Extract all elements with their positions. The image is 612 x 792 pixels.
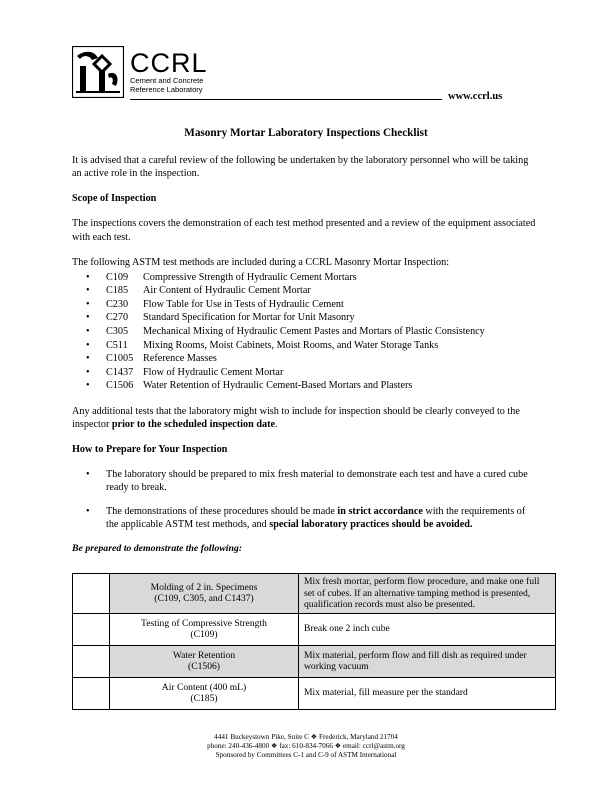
procedure-methods: (C109) [190, 629, 218, 641]
additional-tests-paragraph [72, 405, 540, 431]
footer-contact: phone: 240-436-4800 ❖ fax: 610-834-7066 ❖ email: ccrl@astm.org [207, 742, 405, 750]
description-cell: Mix fresh mortar, perform flow procedure, and make one full set of cubes. If an alternative tamping method is presented, qualification records must also be presented. [299, 574, 556, 614]
procedure-cell [110, 677, 299, 709]
method-name: Standard Specification for Mortar for Unit Masonry [143, 312, 355, 324]
checkbox-cell[interactable] [73, 645, 110, 677]
demo-heading: Be prepared to demonstrate the following: [72, 543, 243, 555]
list-item [86, 325, 540, 339]
method-name: Flow of Hydraulic Cement Mortar [143, 366, 284, 378]
method-code: C185 [106, 285, 129, 297]
bullet-icon: • [86, 285, 90, 297]
bullet-icon: • [86, 353, 90, 365]
method-name: Flow Table for Use in Tests of Hydraulic Cement [143, 298, 344, 310]
method-code: C109 [106, 271, 129, 283]
list-item [86, 352, 540, 366]
prepare-text: The demonstrations of these procedures should be made [106, 506, 338, 518]
table-row [73, 677, 556, 709]
scope-heading: Scope of Inspection [72, 193, 157, 205]
header-divider [130, 99, 442, 100]
checkbox-cell[interactable] [73, 574, 110, 614]
table-row [73, 645, 556, 677]
logo-subtitle-line-1: Cement and Concrete [130, 76, 204, 85]
list-item [86, 311, 540, 325]
method-code: C1506 [106, 380, 134, 392]
list-item [86, 468, 540, 494]
method-code: C511 [106, 339, 128, 351]
list-item [86, 284, 540, 298]
method-name: Mechanical Mixing of Hydraulic Cement Pastes and Mortars of Plastic Consistency [143, 325, 485, 337]
checkbox-cell[interactable] [73, 613, 110, 645]
method-code: C270 [106, 312, 129, 324]
bullet-icon: • [86, 380, 90, 392]
procedure-cell [110, 574, 299, 614]
footer-address: 4441 Buckeystown Pike, Suite C ❖ Frederick, Maryland 21704 [214, 733, 398, 741]
page-header [72, 46, 512, 104]
prepare-bullet-text: The laboratory should be prepared to mix fresh material to demonstrate each test and have a cured cube ready to break. [106, 469, 528, 494]
prepare-emphasis: special laboratory practices should be avoided. [269, 519, 473, 531]
logo-wordmark [130, 49, 208, 94]
procedure-name: Molding of 2 in. Specimens [150, 581, 258, 593]
methods-intro: The following ASTM test methods are included during a CCRL Masonry Mortar Inspection: [72, 256, 450, 268]
procedure-methods: (C1506) [188, 661, 220, 673]
bullet-icon: • [86, 339, 90, 351]
procedure-methods: (C185) [190, 693, 218, 705]
prepare-text: with the requirements of the applicable ASTM test methods, and [106, 506, 526, 531]
method-name: Mixing Rooms, Moist Cabinets, Moist Rooms, and Water Storage Tanks [143, 339, 439, 351]
demonstration-table [72, 573, 556, 710]
logo-subtitle-line-2: Reference Laboratory [130, 84, 203, 94]
ccrl-logo-icon [72, 46, 124, 98]
list-item [86, 505, 540, 531]
procedure-name: Air Content (400 mL) [161, 681, 247, 693]
document-title: Masonry Mortar Laboratory Inspections Checklist [184, 127, 428, 139]
list-item [86, 298, 540, 312]
method-name: Compressive Strength of Hydraulic Cement Mortars [143, 271, 357, 283]
intro-paragraph: It is advised that a careful review of the following be undertaken by the laboratory personnel who will be taking an active role in the inspection. [72, 155, 529, 180]
checkbox-cell[interactable] [73, 677, 110, 709]
method-name: Reference Masses [143, 353, 217, 365]
procedure-cell [110, 613, 299, 645]
website-url: www.ccrl.us [448, 91, 503, 102]
bullet-icon: • [86, 298, 90, 310]
list-item [86, 366, 540, 380]
table-row [73, 574, 556, 614]
method-code: C1005 [106, 353, 134, 365]
page-footer [0, 733, 612, 760]
prepare-bullet-text [106, 505, 540, 531]
additional-emphasis: prior to the scheduled inspection date [111, 419, 275, 430]
additional-text-end: . [275, 419, 278, 430]
bullet-icon: • [86, 312, 90, 324]
list-item [86, 379, 540, 393]
procedure-methods: (C109, C305, and C1437) [154, 593, 254, 605]
method-code: C230 [106, 298, 129, 310]
logo-name: CCRL [130, 48, 208, 78]
procedure-cell [110, 645, 299, 677]
method-name: Air Content of Hydraulic Cement Mortar [143, 285, 311, 297]
method-code: C1437 [106, 366, 134, 378]
additional-text: Any additional tests that the laboratory might wish to include for inspection should be clearly conveyed to the inspector [72, 405, 520, 430]
list-item [86, 339, 540, 353]
bullet-icon: • [86, 366, 90, 378]
bullet-icon: • [86, 469, 90, 481]
bullet-icon: • [86, 325, 90, 337]
methods-list [86, 271, 540, 393]
description-cell: Break one 2 inch cube [299, 613, 556, 645]
procedure-name: Testing of Compressive Strength [141, 617, 267, 629]
procedure-name: Water Retention [172, 649, 236, 661]
scope-paragraph: The inspections covers the demonstration of each test method presented and a review of the equipment associated with each test. [72, 218, 536, 243]
table-row [73, 613, 556, 645]
method-name: Water Retention of Hydraulic Cement-Based Mortars and Plasters [143, 380, 413, 392]
bullet-icon: • [86, 271, 90, 283]
prepare-list [86, 468, 540, 531]
bullet-icon: • [86, 506, 90, 518]
prepare-emphasis: in strict accordance [337, 506, 423, 518]
method-code: C305 [106, 325, 129, 337]
document-body [72, 126, 540, 556]
prepare-heading: How to Prepare for Your Inspection [72, 444, 228, 456]
description-cell: Mix material, perform flow and fill dish as required under working vacuum [299, 645, 556, 677]
list-item [86, 271, 540, 285]
description-cell: Mix material, fill measure per the standard [299, 677, 556, 709]
footer-sponsor: Sponsored by Committees C-1 and C-9 of ASTM International [215, 751, 397, 759]
